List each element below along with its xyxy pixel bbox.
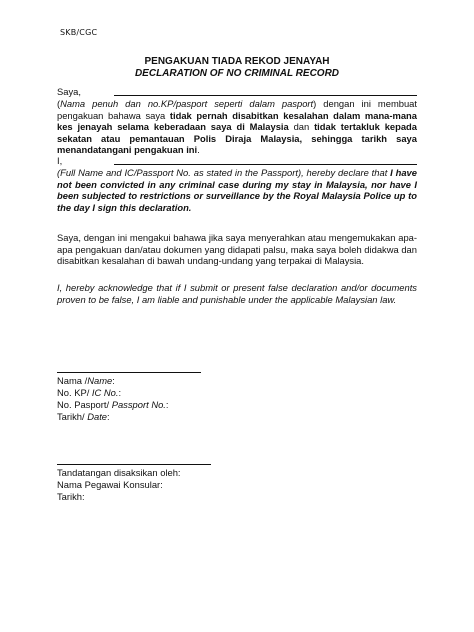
malay-declaration [57,86,417,156]
name-blank-line [114,95,417,96]
field-witness-date: Tarikh: [57,491,85,502]
field-passport: No. Pasport/ Passport No.: [57,399,169,410]
malay-declaration-body: (Nama penuh dan no.KP/pasport seperti dalam pasport) dengan ini membuat pengakuan bahawa saya tidak pernah disabitkan kesalahan dalam mana-mana kes jenayah selama keberadaan saya di Malaysia dan tidak tertakluk kepada sekatan atau pemantauan Polis Diraja Malaysia, sehingga tarikh saya menandatangani pengakuan ini. [57,98,417,156]
declarant-fields [57,375,169,423]
malay-declaration-lead: Saya, [57,86,81,97]
field-name: Nama /Name: [57,375,115,386]
title-english: DECLARATION OF NO CRIMINAL RECORD [134,68,340,79]
english-declaration-lead: I, [57,155,63,166]
field-ic: No. KP/ IC No.: [57,387,122,398]
field-witnessed-by: Tandatangan disaksikan oleh: [57,467,181,478]
english-declaration-body: (Full Name and IC/Passport No. as stated in the Passport), hereby declare that I have not been convicted in any criminal case during my stay in Malaysia, nor have I been subjected to restrictions or surveillance by the Royal Malaysia Police up to the day I sign this declaration. [57,167,417,213]
english-declaration [57,155,417,213]
title-malay: PENGAKUAN TIADA REKOD JENAYAH [144,56,330,67]
english-acknowledgement: I, hereby acknowledge that if I submit or present false declaration and/or documents proven to be false, I am liable and punishable under the applicable Malaysian law. [57,282,417,305]
name-blank-line-english [114,164,417,165]
witness-signature-line [57,464,211,465]
declarant-signature-line [57,372,201,373]
field-officer-name: Nama Pegawai Konsular: [57,479,163,490]
witness-fields [57,467,181,503]
field-date: Tarikh/ Date: [57,411,110,422]
document-reference: SKB/CGC [60,28,98,37]
malay-acknowledgement: Saya, dengan ini mengakui bahawa jika saya menyerahkan atau mengemukakan apa-apa pengakuan dan/atau dokumen yang didapati palsu, maka saya boleh didakwa dan disabitkan kesalahan di bawah undang-undang yang terpakai di Malaysia. [57,232,417,267]
document-title [0,56,474,80]
